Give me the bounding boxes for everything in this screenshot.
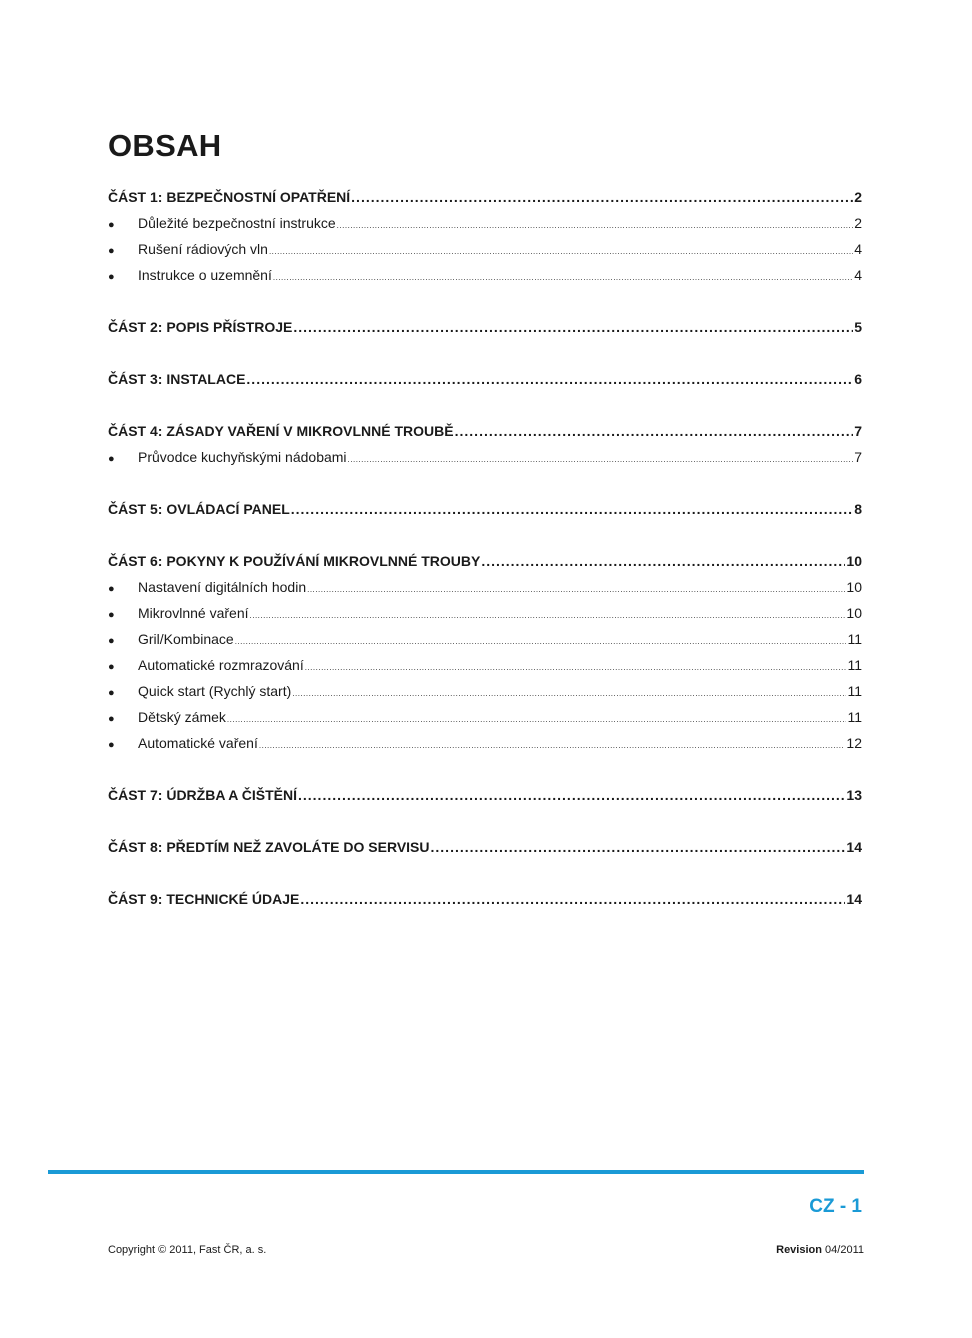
toc-label: Automatické vaření xyxy=(138,735,258,751)
toc-page-number: 7 xyxy=(854,423,862,439)
toc-page-number: 12 xyxy=(846,735,862,751)
table-of-contents xyxy=(108,189,862,917)
dot-leader xyxy=(307,585,845,594)
bullet-icon: ● xyxy=(108,661,115,673)
bullet-icon: ● xyxy=(108,219,115,231)
toc-label: ČÁST 7: ÚDRŽBA A ČIŠTĚNÍ xyxy=(108,787,297,803)
toc-section[interactable] xyxy=(108,787,862,813)
dot-leader xyxy=(337,221,854,230)
toc-item[interactable] xyxy=(108,449,862,475)
dot-leader xyxy=(293,319,853,335)
toc-item[interactable] xyxy=(108,631,862,657)
toc-section[interactable] xyxy=(108,189,862,215)
toc-label: Důležité bezpečnostní instrukce xyxy=(138,215,336,231)
bullet-icon: ● xyxy=(108,271,115,283)
toc-label: ČÁST 3: INSTALACE xyxy=(108,371,246,387)
toc-page-number: 11 xyxy=(847,709,862,725)
bullet-icon: ● xyxy=(108,453,115,465)
toc-section[interactable] xyxy=(108,501,862,527)
revision-value: 04/2011 xyxy=(825,1244,864,1256)
revision-label: Revision xyxy=(776,1244,822,1256)
toc-page-number: 11 xyxy=(847,657,862,673)
toc-label: Gril/Kombinace xyxy=(138,631,234,647)
toc-page-number: 10 xyxy=(846,553,862,569)
toc-label: Dětský zámek xyxy=(138,709,226,725)
toc-item[interactable] xyxy=(108,657,862,683)
toc-page-number: 7 xyxy=(854,449,862,465)
toc-label: Automatické rozmrazování xyxy=(138,657,304,673)
toc-page-number: 2 xyxy=(854,189,862,205)
bullet-icon: ● xyxy=(108,609,115,621)
toc-page-number: 8 xyxy=(854,501,862,517)
toc-item[interactable] xyxy=(108,215,862,241)
toc-item[interactable] xyxy=(108,709,862,735)
toc-item[interactable] xyxy=(108,241,862,267)
toc-section[interactable] xyxy=(108,839,862,865)
toc-section[interactable] xyxy=(108,371,862,397)
toc-item[interactable] xyxy=(108,605,862,631)
toc-page-number: 10 xyxy=(846,579,862,595)
dot-leader xyxy=(305,663,847,672)
toc-item[interactable] xyxy=(108,267,862,293)
toc-page-number: 14 xyxy=(846,891,862,907)
dot-leader xyxy=(431,839,846,855)
toc-item[interactable] xyxy=(108,683,862,709)
dot-leader xyxy=(259,741,846,750)
bullet-icon: ● xyxy=(108,739,115,751)
toc-page-number: 6 xyxy=(854,371,862,387)
toc-section[interactable] xyxy=(108,319,862,345)
toc-label: Rušení rádiových vln xyxy=(138,241,268,257)
toc-page-number: 2 xyxy=(854,215,862,231)
toc-label: ČÁST 4: ZÁSADY VAŘENÍ V MIKROVLNNÉ TROUBĚ xyxy=(108,423,454,439)
toc-label: Nastavení digitálních hodin xyxy=(138,579,307,595)
toc-label: ČÁST 9: TECHNICKÉ ÚDAJE xyxy=(108,891,300,907)
dot-leader xyxy=(269,247,853,256)
dot-leader xyxy=(455,423,854,439)
page-number: CZ - 1 xyxy=(809,1196,862,1217)
toc-page-number: 5 xyxy=(854,319,862,335)
toc-label: ČÁST 2: POPIS PŘÍSTROJE xyxy=(108,319,293,335)
toc-label: Mikrovlnné vaření xyxy=(138,605,249,621)
toc-item[interactable] xyxy=(108,579,862,605)
dot-leader xyxy=(273,273,853,282)
toc-section[interactable] xyxy=(108,423,862,449)
footer-divider xyxy=(48,1170,864,1174)
toc-label: Quick start (Rychlý start) xyxy=(138,683,292,699)
dot-leader xyxy=(227,715,847,724)
toc-label: ČÁST 1: BEZPEČNOSTNÍ OPATŘENÍ xyxy=(108,189,351,205)
bullet-icon: ● xyxy=(108,713,115,725)
page-title: OBSAH xyxy=(108,128,222,163)
dot-leader xyxy=(292,689,846,698)
dot-leader xyxy=(481,553,845,569)
toc-label: ČÁST 8: PŘEDTÍM NEŽ ZAVOLÁTE DO SERVISU xyxy=(108,839,430,855)
toc-page-number: 11 xyxy=(847,631,862,647)
dot-leader xyxy=(348,455,854,464)
dot-leader xyxy=(246,371,853,387)
toc-page-number: 14 xyxy=(846,839,862,855)
toc-item[interactable] xyxy=(108,735,862,761)
bullet-icon: ● xyxy=(108,583,115,595)
toc-label: Průvodce kuchyňskými nádobami xyxy=(138,449,347,465)
toc-label: ČÁST 5: OVLÁDACÍ PANEL xyxy=(108,501,290,517)
toc-page-number: 13 xyxy=(846,787,862,803)
dot-leader xyxy=(300,891,845,907)
bullet-icon: ● xyxy=(108,245,115,257)
toc-label: Instrukce o uzemnění xyxy=(138,267,272,283)
toc-section[interactable] xyxy=(108,553,862,579)
toc-page-number: 11 xyxy=(847,683,862,699)
dot-leader xyxy=(351,189,853,205)
toc-section[interactable] xyxy=(108,891,862,917)
toc-page-number: 10 xyxy=(846,605,862,621)
toc-page-number: 4 xyxy=(854,241,862,257)
toc-label: ČÁST 6: POKYNY K POUŽÍVÁNÍ MIKROVLNNÉ TROUBY xyxy=(108,553,481,569)
dot-leader xyxy=(250,611,846,620)
bullet-icon: ● xyxy=(108,687,115,699)
bullet-icon: ● xyxy=(108,635,115,647)
toc-page-number: 4 xyxy=(854,267,862,283)
revision-info xyxy=(776,1244,864,1256)
dot-leader xyxy=(235,637,847,646)
dot-leader xyxy=(298,787,845,803)
copyright-text: Copyright © 2011, Fast ČR, a. s. xyxy=(108,1244,267,1256)
dot-leader xyxy=(291,501,853,517)
